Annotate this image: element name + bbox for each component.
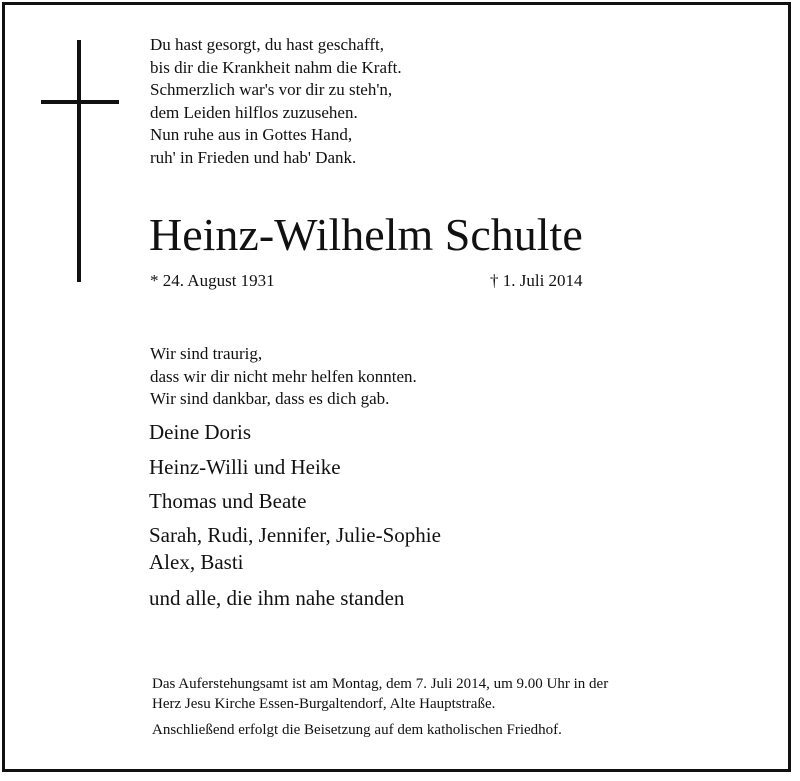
poem-line: ruh' in Frieden und hab' Dank.: [150, 147, 357, 167]
mourning-saying: [150, 343, 417, 411]
cross-vertical-bar: [77, 40, 81, 282]
mourner-entry: und alle, die ihm nahe standen: [149, 586, 405, 610]
mourner-entry: Deine Doris: [149, 420, 252, 444]
ceremony-line: Das Auferstehungsamt ist am Montag, dem 7. Juli 2014, um 9.00 Uhr in der: [152, 676, 609, 692]
mourner-entry: Thomas und Beate: [149, 489, 307, 513]
death-date: † 1. Juli 2014: [490, 271, 583, 290]
poem-line: dem Leiden hilflos zuzusehen.: [150, 102, 358, 122]
mourner-entry: Sarah, Rudi, Jennifer, Julie-Sophie: [149, 523, 441, 547]
saying-line: Wir sind traurig,: [150, 344, 263, 363]
poem-line: Nun ruhe aus in Gottes Hand,: [150, 125, 353, 144]
poem: [150, 34, 402, 169]
poem-line: Du hast gesorgt, du hast geschafft,: [150, 35, 385, 54]
ceremony-line: Herz Jesu Kirche Essen-Burgaltendorf, Alte Hauptstraße.: [152, 696, 496, 712]
deceased-name: Heinz-Wilhelm Schulte: [149, 209, 583, 260]
saying-line: Wir sind dankbar, dass es dich gab.: [150, 389, 390, 408]
ceremony-info: [152, 674, 608, 740]
poem-line: Schmerzlich war's vor dir zu steh'n,: [150, 80, 393, 99]
mourner-entry: Heinz-Willi und Heike: [149, 455, 341, 479]
birth-date: * 24. August 1931: [150, 271, 275, 290]
saying-line: dass wir dir nicht mehr helfen konnten.: [150, 366, 417, 386]
poem-line: bis dir die Krankheit nahm die Kraft.: [150, 57, 402, 77]
mourner-entry: Alex, Basti: [149, 550, 244, 574]
cross-horizontal-bar: [41, 100, 119, 104]
burial-line: Anschließend erfolgt die Beisetzung auf dem katholischen Friedhof.: [152, 722, 562, 738]
